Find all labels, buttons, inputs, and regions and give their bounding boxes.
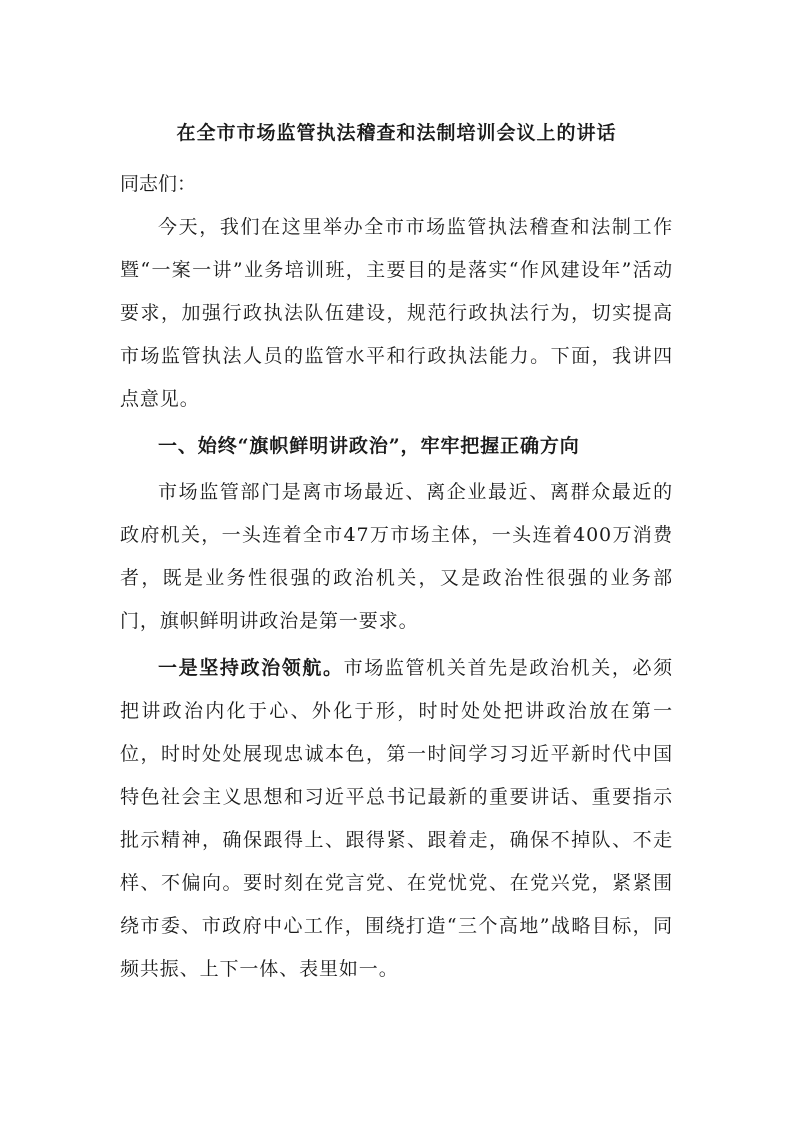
- section-heading-1: 一、始终“旗帜鲜明讲政治”，牢牢把握正确方向: [158, 435, 580, 457]
- paragraph-lead-phrase: 一是坚持政治领航。: [158, 657, 344, 679]
- document-title: 在全市市场监管执法稽查和法制培训会议上的讲话: [176, 122, 617, 144]
- section-1-paragraph-1: 市场监管部门是离市场最近、离企业最近、离群众最近的政府机关，一头连着全市47万市场主体，一头连着400万消费者，既是业务性很强的政治机关，又是政治性很强的业务部门，旗帜鲜明讲政治是第一要求。: [120, 481, 673, 632]
- paragraph-body: 市场监管机关首先是政治机关，必须把讲政治内化于心、外化于形，时时处处把讲政治放在第一位，时时处处展现忠诚本色，第一时间学习习近平新时代中国特色社会主义思想和习近平总书记最新的重要讲话、重要指示批示精神，确保跟得上、跟得紧、跟着走，确保不掉队、不走样、不偏向。要时刻在党言党、在党忧党、在党兴党，紧紧围绕市委、市政府中心工作，围绕打造“三个高地”战略目标，同频共振、上下一体、表里如一。: [120, 657, 674, 980]
- document-body: [120, 118, 673, 995]
- section-1-paragraph-2: [120, 647, 673, 991]
- intro-paragraph: 今天，我们在这里举办全市市场监管执法稽查和法制工作暨“一案一讲”业务培训班，主要目的是落实“作风建设年”活动要求，加强行政执法队伍建设，规范行政执法行为，切实提高市场监管执法人员的监管水平和行政执法能力。下面，我讲四点意见。: [120, 216, 673, 410]
- salutation: 同志们：: [120, 173, 197, 195]
